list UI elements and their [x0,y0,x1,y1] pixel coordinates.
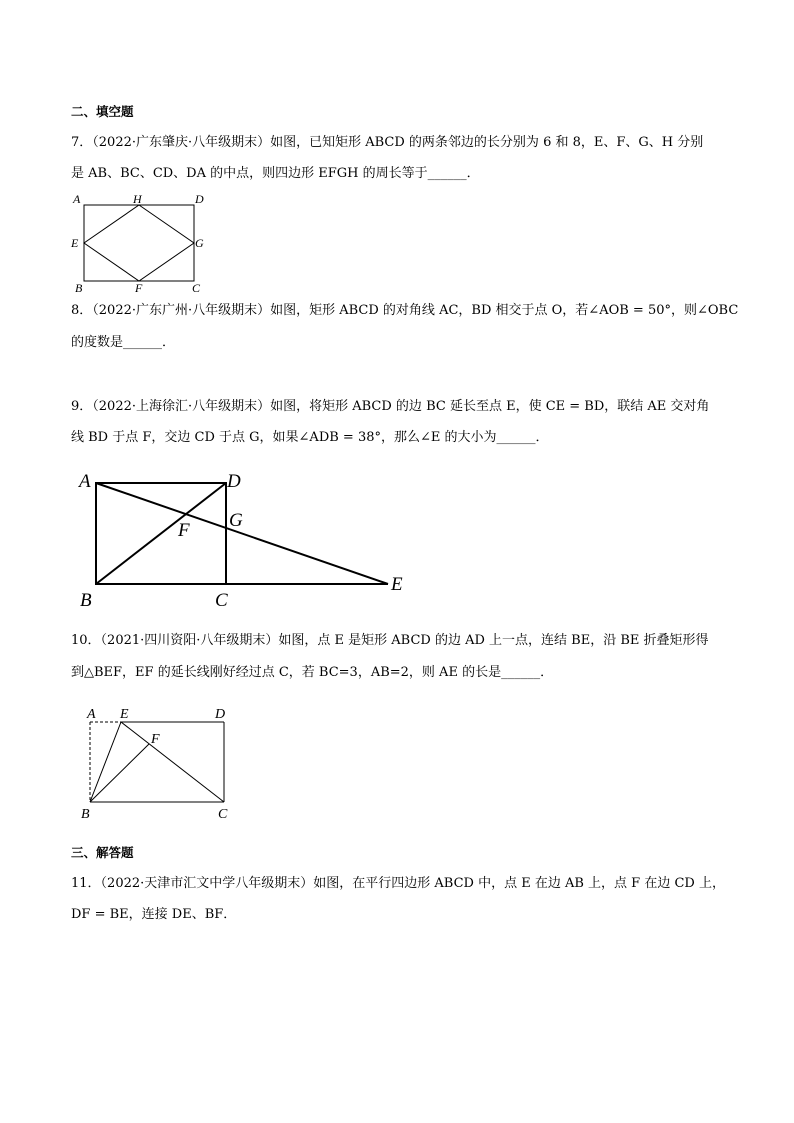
q7-figure [66,188,216,298]
q7-quadrilateral-efgh [84,205,194,281]
q10-label-f: F [151,732,160,747]
q10-label-e: E [120,707,129,722]
q7-rectangle [84,205,194,281]
q9-text-line1: 9．（2022·上海徐汇·八年级期末）如图，将矩形 ABCD 的边 BC 延长至点 E，使 CE = BD，联结 AE 交对角 [71,399,710,414]
q10-line-be [90,722,121,802]
q8-text-line1: 8．（2022·广东广州·八年级期末）如图，矩形 ABCD 的对角线 AC，BD 相交于点 O，若∠AOB = 50°，则∠OBC [71,303,739,318]
q10-text-line2: 到△BEF，EF 的延长线刚好经过点 C，若 BC=3，AB=2，则 AE 的长是______． [71,665,554,680]
q7-label-h: H [133,192,142,206]
q9-label-d: D [227,471,241,492]
q7-label-f: F [135,281,143,294]
q9-label-g: G [229,510,243,531]
q9-text-line2: 线 BD 于点 F，交边 CD 于点 G，如果∠ADB = 38°，那么∠E 的大小为______． [71,430,549,445]
q9-figure [74,466,419,615]
q7-text-line2: 是 AB、BC、CD、DA 的中点，则四边形 EFGH 的周长等于______． [71,166,480,181]
q10-label-a: A [87,707,96,722]
q9-line-ae [96,483,388,584]
q9-diagonal-bd [96,483,226,584]
q10-line-ec [121,722,224,802]
q7-label-e: E [71,236,79,250]
q9-label-a: A [79,471,91,492]
q7-label-a: A [73,192,81,206]
q9-label-b: B [80,590,92,611]
q10-line-bf [90,744,149,802]
q10-label-c: C [218,807,228,822]
section-heading-fill-in: 二、填空题 [71,104,134,119]
q8-text-line2: 的度数是______． [71,335,176,350]
q9-label-f: F [178,520,190,541]
q7-label-d: D [195,192,204,206]
q7-label-g: G [195,236,204,250]
q10-figure [76,700,246,829]
q9-label-c: C [215,590,228,611]
q10-label-d: D [215,707,226,722]
q7-text-line1: 7．（2022·广东肇庆·八年级期末）如图，已知矩形 ABCD 的两条邻边的长分别为 6 和 8，E、F、G、H 分别 [71,135,704,150]
q11-text-line2: DF = BE，连接 DE、BF． [71,907,237,922]
q7-label-c: C [192,281,201,294]
q10-label-b: B [81,807,90,822]
q10-text-line1: 10．（2021·四川资阳·八年级期末）如图，点 E 是矩形 ABCD 的边 AD 上一点，连结 BE，沿 BE 折叠矩形得 [71,633,709,648]
q7-label-b: B [75,281,83,294]
q11-text-line1: 11．（2022·天津市汇文中学八年级期末）如图，在平行四边形 ABCD 中，点 E 在边 AB 上，点 F 在边 CD 上， [71,876,725,891]
section-heading-answer: 三、解答题 [71,845,134,860]
q9-label-e: E [391,574,403,595]
